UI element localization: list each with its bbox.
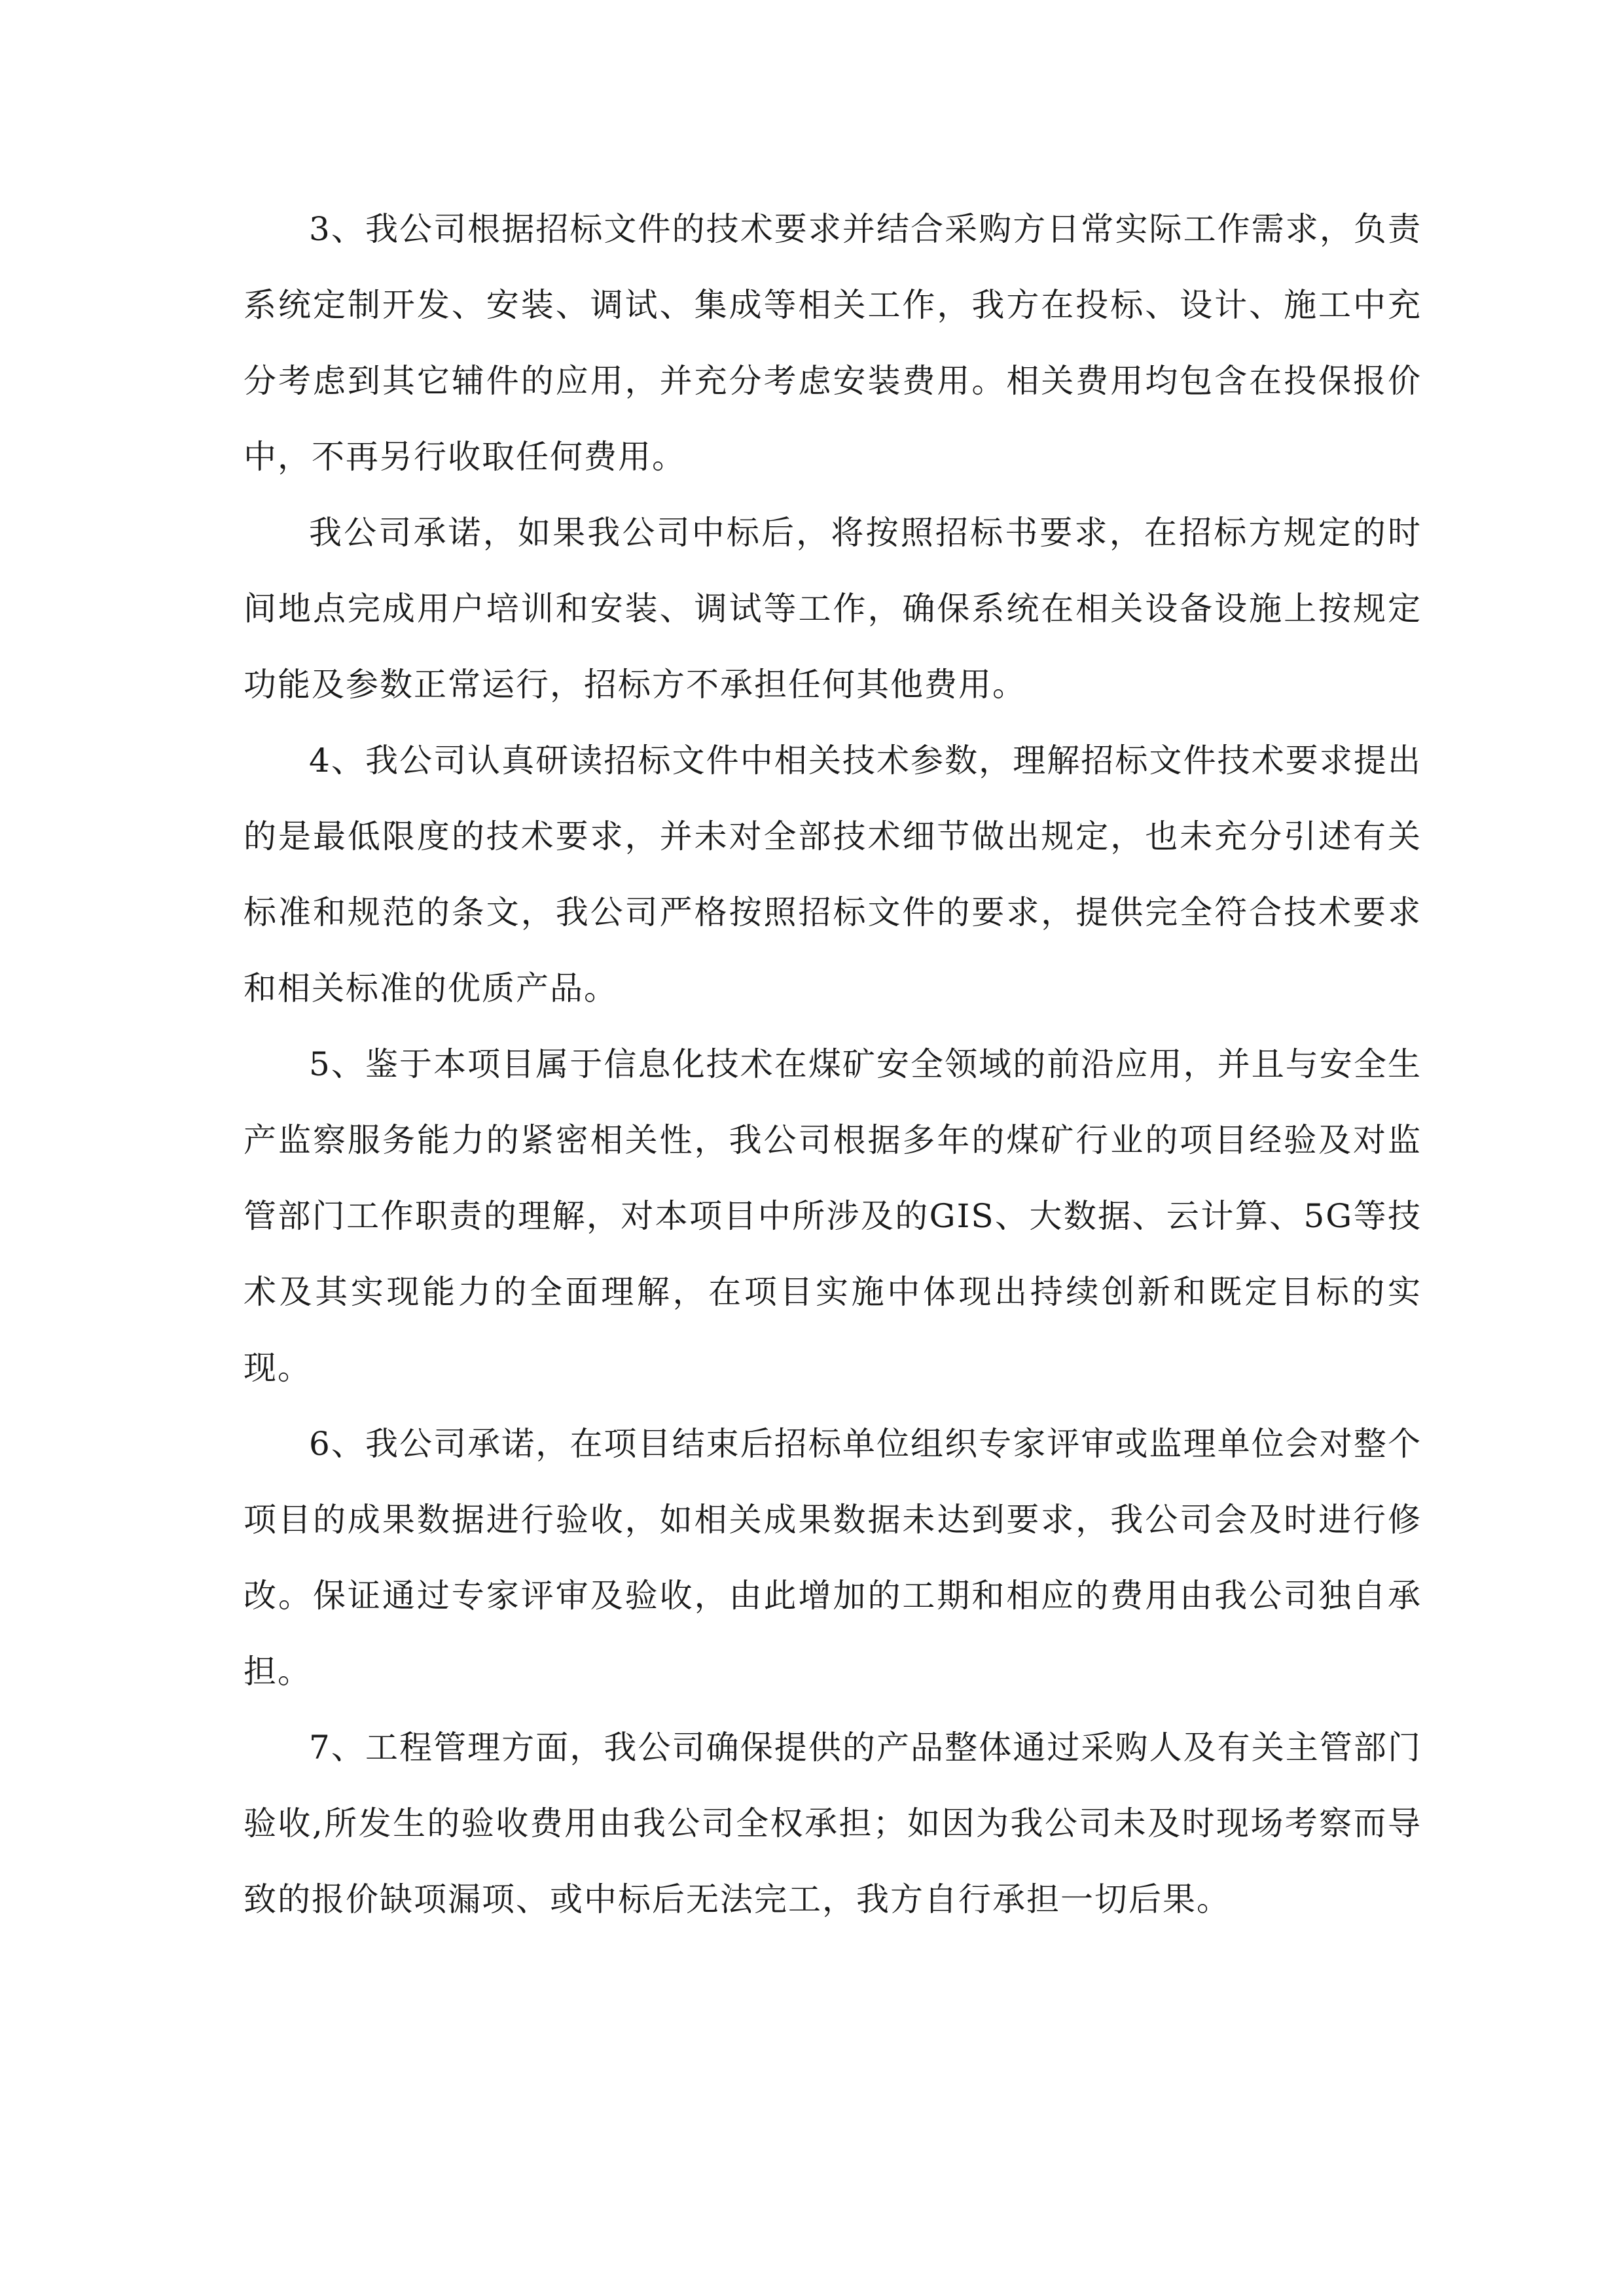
paragraph-item-6: 6、我公司承诺，在项目结束后招标单位组织专家评审或监理单位会对整个项目的成果数据进行验收，如相关成果数据未达到要求，我公司会及时进行修改。保证通过专家评审及验收，由此增加的工期和相应的费用由我公司独自承担。 [244,1425,1422,1691]
paragraph-item-4: 4、我公司认真研读招标文件中相关技术参数，理解招标文件技术要求提出的是最低限度的技术要求，并未对全部技术细节做出规定，也未充分引述有关标准和规范的条文，我公司严格按照招标文件的要求，提供完全符合技术要求和相关标准的优质产品。 [244,742,1422,1007]
document-body [244,191,1422,1937]
paragraph-commitment: 我公司承诺，如果我公司中标后，将按照招标书要求，在招标方规定的时间地点完成用户培训和安装、调试等工作，确保系统在相关设备设施上按规定功能及参数正常运行，招标方不承担任何其他费用。 [244,514,1422,704]
paragraph-item-3: 3、我公司根据招标文件的技术要求并结合采购方日常实际工作需求，负责系统定制开发、安装、调试、集成等相关工作，我方在投标、设计、施工中充分考虑到其它辅件的应用，并充分考虑安装费用。相关费用均包含在投保报价中，不再另行收取任何费用。 [244,210,1422,476]
paragraph-item-5: 5、鉴于本项目属于信息化技术在煤矿安全领域的前沿应用，并且与安全生产监察服务能力的紧密相关性，我公司根据多年的煤矿行业的项目经验及对监管部门工作职责的理解，对本项目中所涉及的GIS、大数据、云计算、5G等技术及其实现能力的全面理解，在项目实施中体现出持续创新和既定目标的实现。 [244,1045,1422,1387]
paragraph-item-7: 7、工程管理方面，我公司确保提供的产品整体通过采购人及有关主管部门验收,所发生的验收费用由我公司全权承担；如因为我公司未及时现场考察而导致的报价缺项漏项、或中标后无法完工，我方自行承担一切后果。 [244,1729,1422,1918]
